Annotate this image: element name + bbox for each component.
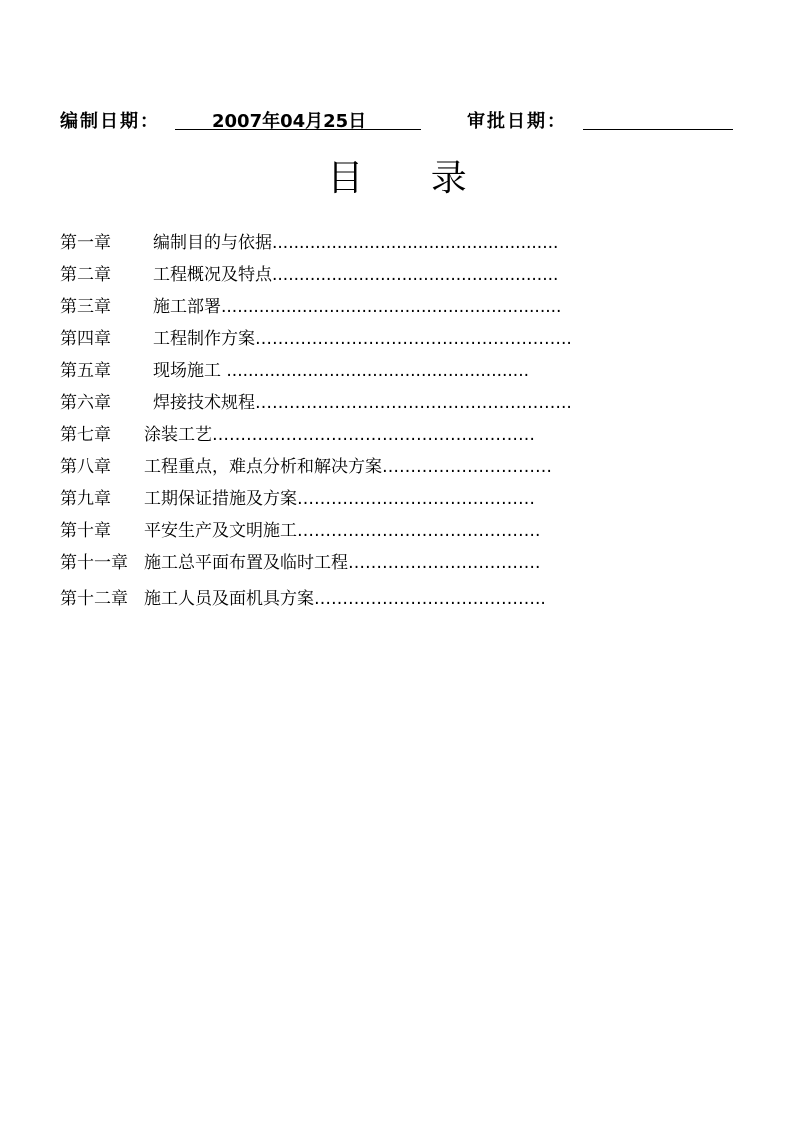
toc-chapter-number: 第四章 bbox=[60, 329, 111, 349]
toc-chapter-title: 施工部署............................................................... bbox=[153, 297, 562, 317]
toc-entry bbox=[60, 420, 740, 452]
toc-chapter-title: 施工总平面布置及临时工程……………………………. bbox=[144, 553, 541, 573]
toc-chapter-title: 工程概况及特点..................................................... bbox=[153, 265, 559, 285]
toc-chapter-title: 施工人员及面机具方案………………………………….. bbox=[144, 589, 546, 609]
toc-chapter-number: 第十二章 bbox=[60, 589, 128, 609]
page-title: 目 录 bbox=[327, 158, 495, 199]
toc-entry bbox=[60, 584, 740, 616]
approve-date-label: 审批日期： bbox=[467, 111, 567, 132]
toc-chapter-title: 焊接技术规程……………………………………………….. bbox=[153, 393, 572, 413]
date-header bbox=[60, 107, 740, 133]
toc-chapter-title: 涂装工艺………………………………………………… bbox=[144, 425, 535, 445]
toc-chapter-title: 平安生产及文明施工……………………………………. bbox=[144, 521, 541, 541]
toc-chapter-number: 第一章 bbox=[60, 233, 111, 253]
toc-chapter-number: 第三章 bbox=[60, 297, 111, 317]
toc-entry bbox=[60, 548, 740, 580]
toc-chapter-number: 第十一章 bbox=[60, 553, 128, 573]
toc-entry bbox=[60, 388, 740, 420]
toc-entry bbox=[60, 516, 740, 548]
toc-entry bbox=[60, 292, 740, 324]
toc-chapter-number: 第七章 bbox=[60, 425, 111, 445]
table-of-contents bbox=[60, 228, 740, 616]
toc-chapter-number: 第十章 bbox=[60, 521, 111, 541]
toc-chapter-number: 第八章 bbox=[60, 457, 111, 477]
approve-date-field bbox=[583, 107, 733, 130]
toc-chapter-number: 第五章 bbox=[60, 361, 111, 381]
toc-entry bbox=[60, 324, 740, 356]
toc-chapter-number: 第六章 bbox=[60, 393, 111, 413]
compile-date-field bbox=[175, 107, 421, 130]
toc-entry bbox=[60, 452, 740, 484]
toc-chapter-title: 工程重点，难点分析和解决方案………………………… bbox=[144, 457, 552, 477]
toc-chapter-number: 第九章 bbox=[60, 489, 111, 509]
compile-date-value: 2007年04月25日 bbox=[212, 111, 367, 132]
toc-entry bbox=[60, 356, 740, 388]
toc-chapter-title: 工程制作方案……………………………………………….. bbox=[153, 329, 572, 349]
toc-entry bbox=[60, 484, 740, 516]
toc-chapter-title: 现场施工 ........................................................ bbox=[153, 361, 530, 381]
toc-entry bbox=[60, 228, 740, 260]
toc-chapter-number: 第二章 bbox=[60, 265, 111, 285]
toc-entry bbox=[60, 260, 740, 292]
toc-chapter-title: 工期保证措施及方案…………………………………… bbox=[144, 489, 535, 509]
toc-chapter-title: 编制目的与依据..................................................... bbox=[153, 233, 559, 253]
compile-date-label: 编制日期： bbox=[60, 111, 160, 132]
